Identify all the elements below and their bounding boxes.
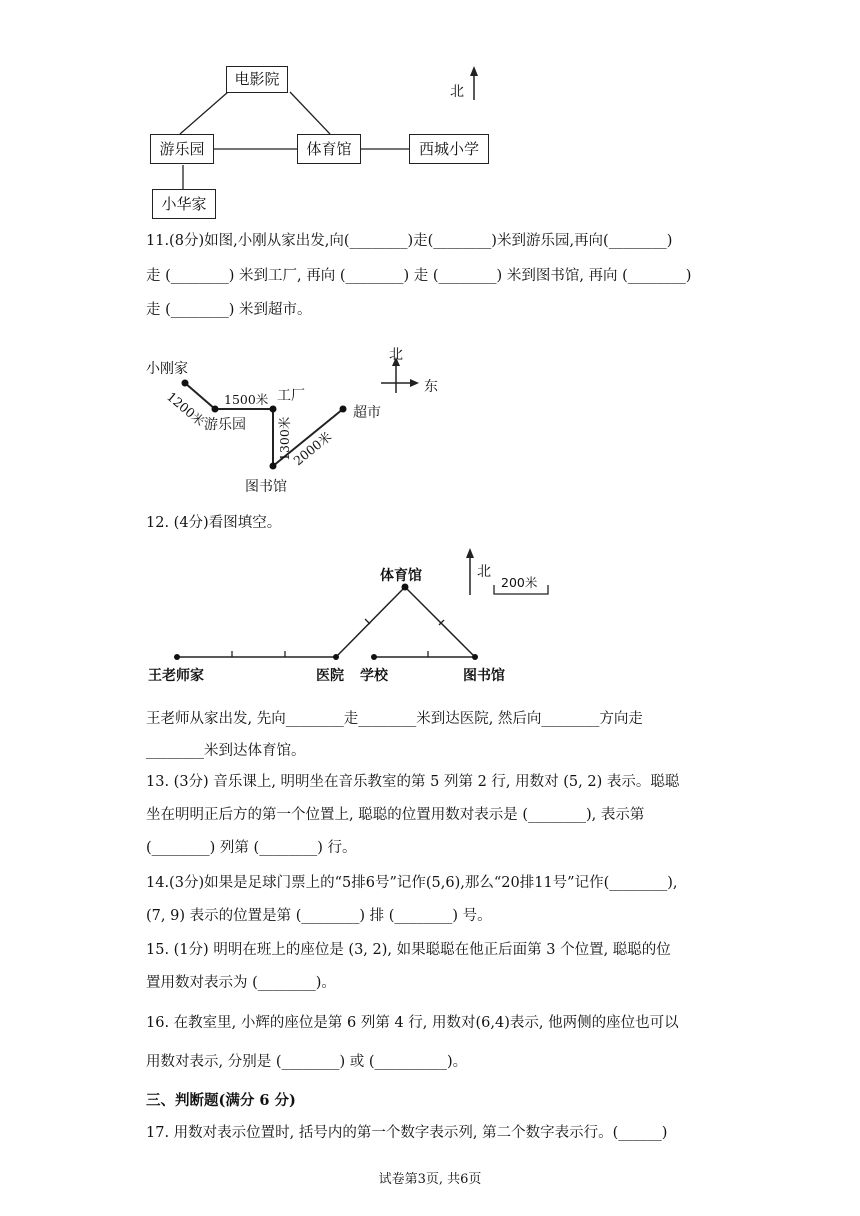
q12-school-label: 学校	[360, 668, 388, 684]
map1-cinema: 电影院	[226, 66, 288, 93]
q12-teacher-home-label: 王老师家	[148, 668, 204, 684]
q11-line1: 11.(8分)如图,小刚从家出发,向(________)走(________)米到游乐园,再向(________)	[146, 233, 673, 249]
q11-dist3: 1300米	[277, 416, 292, 461]
q11-dist1: 1200米	[164, 388, 208, 429]
q12-north-label: 北	[477, 564, 491, 580]
q13-line1: 13. (3分) 音乐课上, 明明坐在音乐教室的第 5 列第 2 行, 用数对 (5, 2) 表示。聪聪	[146, 774, 680, 790]
q12-title: 12. (4分)看图填空。	[146, 515, 282, 531]
map1-north-label: 北	[450, 84, 464, 100]
map1-park: 游乐园	[150, 134, 214, 164]
q11-library-label: 图书馆	[245, 479, 287, 495]
q16-line2: 用数对表示, 分别是 (________) 或 (__________)。	[146, 1054, 468, 1070]
q15-line1: 15. (1分) 明明在班上的座位是 (3, 2), 如果聪聪在他正后面第 3 个位置, 聪聪的位	[146, 942, 671, 958]
q14-line2: (7, 9) 表示的位置是第 (________) 排 (________) 号。	[146, 908, 492, 924]
q15-line2: 置用数对表示为 (________)。	[146, 975, 336, 991]
q11-north-label: 北	[389, 347, 403, 363]
q13-line2: 坐在明明正后方的第一个位置上, 聪聪的位置用数对表示是 (________), 表示第	[146, 807, 645, 823]
q11-park-label: 游乐园	[204, 417, 246, 433]
q12-library-label: 图书馆	[463, 668, 505, 684]
q12-hospital-label: 医院	[316, 668, 344, 684]
q16-line1: 16. 在教室里, 小辉的座位是第 6 列第 4 行, 用数对(6,4)表示, 他两侧的座位也可以	[146, 1015, 679, 1031]
q11-dist4: 2000米	[290, 428, 335, 469]
q13-line3: (________) 列第 (________) 行。	[146, 840, 357, 856]
map1-school: 西城小学	[409, 134, 489, 164]
q11-home-label: 小刚家	[146, 361, 188, 377]
section3-heading: 三、判断题(满分 6 分)	[146, 1092, 296, 1109]
q17-line1: 17. 用数对表示位置时, 括号内的第一个数字表示列, 第二个数字表示行。(______)	[146, 1125, 668, 1141]
q11-line3: 走 (________) 米到超市。	[146, 302, 312, 318]
q12-line1: 王老师从家出发, 先向________走________米到达医院, 然后向________方向走	[146, 711, 643, 727]
q12-gym-label: 体育馆	[380, 568, 422, 584]
q11-east-label: 东	[424, 379, 438, 395]
page-footer: 试卷第3页, 共6页	[378, 1172, 482, 1187]
q11-factory-label: 工厂	[277, 388, 305, 404]
q12-line2: ________米到达体育馆。	[146, 743, 306, 759]
map1-gym: 体育馆	[297, 134, 361, 164]
q11-market-label: 超市	[353, 405, 381, 421]
q11-line2: 走 (________) 米到工厂, 再向 (________) 走 (________) 米到图书馆, 再向 (________)	[146, 268, 692, 284]
q14-line1: 14.(3分)如果是足球门票上的“5排6号”记作(5,6),那么“20排11号”记作(________),	[146, 875, 678, 891]
q11-dist2: 1500米	[224, 392, 269, 407]
q12-scale-label: 200米	[501, 575, 538, 590]
map1-home: 小华家	[152, 189, 216, 219]
